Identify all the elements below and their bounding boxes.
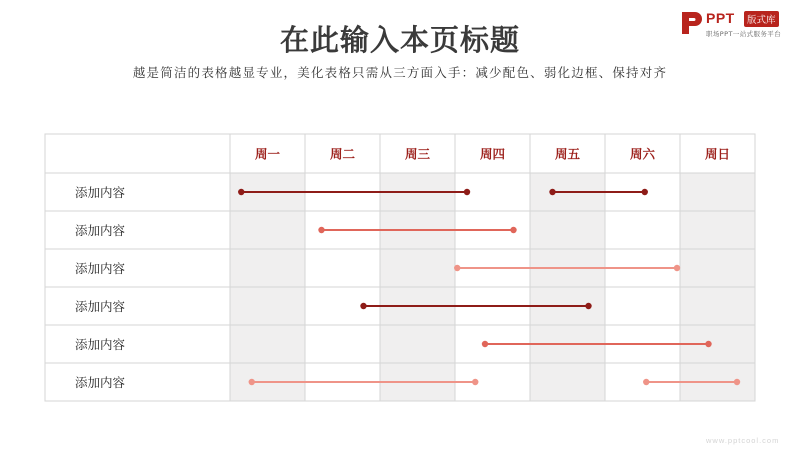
day-header-7: 周日 — [704, 146, 731, 162]
day-header-4: 周四 — [479, 146, 506, 162]
logo-tagline: 职场PPT一站式服务平台 — [706, 30, 782, 38]
timeline-end-dot — [734, 379, 740, 385]
row-label: 添加内容 — [75, 185, 126, 200]
timeline-start-dot — [482, 341, 488, 347]
row-label: 添加内容 — [75, 299, 126, 314]
logo-brand-text: PPT — [706, 10, 735, 26]
timeline-start-dot — [318, 227, 324, 233]
timeline-end-dot — [585, 303, 591, 309]
timeline-start-dot — [238, 189, 244, 195]
day-header-1: 周一 — [254, 146, 281, 162]
day-header-6: 周六 — [629, 146, 656, 162]
timeline-start-dot — [454, 265, 460, 271]
timeline-end-dot — [705, 341, 711, 347]
logo-badge: 版式库 — [744, 11, 779, 27]
page-subtitle: 越是简洁的表格越显专业，美化表格只需从三方面入手：减少配色、弱化边框、保持对齐 — [132, 65, 668, 80]
row-label: 添加内容 — [75, 223, 126, 238]
timeline-start-dot — [249, 379, 255, 385]
timeline-end-dot — [642, 189, 648, 195]
timeline-end-dot — [464, 189, 470, 195]
timeline-end-dot — [472, 379, 478, 385]
day-header-2: 周二 — [329, 146, 356, 162]
page-title: 在此输入本页标题 — [279, 23, 520, 57]
row-label: 添加内容 — [75, 337, 126, 352]
timeline-end-dot — [674, 265, 680, 271]
timeline-start-dot — [643, 379, 649, 385]
footer-watermark: www.pptcool.com — [706, 436, 780, 445]
timeline-start-dot — [549, 189, 555, 195]
timeline-start-dot — [360, 303, 366, 309]
day-header-5: 周五 — [554, 146, 581, 162]
timeline-end-dot — [510, 227, 516, 233]
day-header-3: 周三 — [404, 146, 431, 162]
row-label: 添加内容 — [75, 261, 126, 276]
row-label: 添加内容 — [75, 375, 126, 390]
